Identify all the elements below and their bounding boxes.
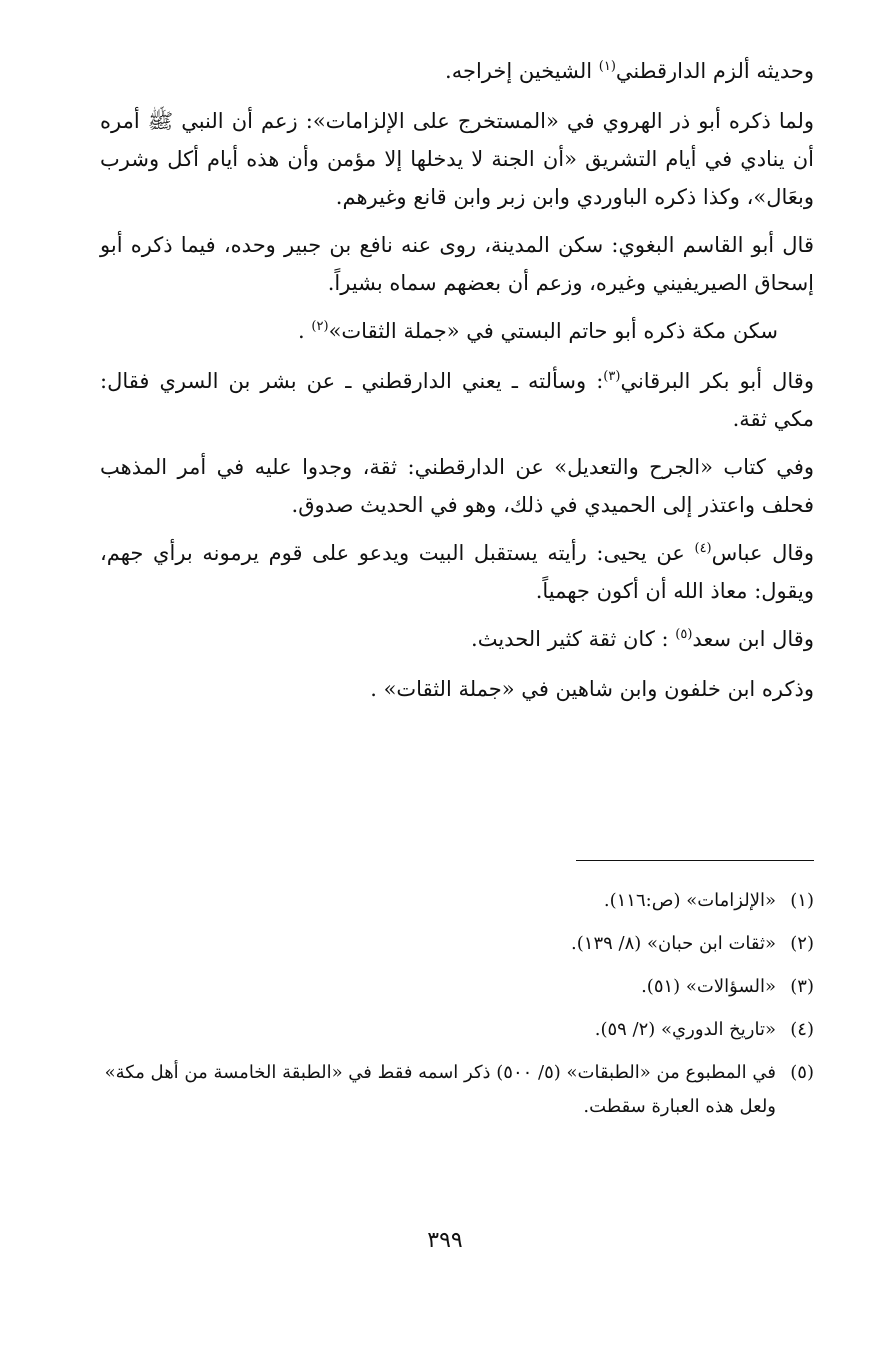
paragraph-6-text: وفي كتاب «الجرح والتعديل» عن الدارقطني: ثقة، وجدوا عليه في أمر المذهب فحلف واعتذر إلى الحميدي في ذلك، وهو في الحديث صدوق. bbox=[100, 455, 814, 517]
footnote-5 bbox=[100, 1056, 814, 1124]
footnote-text: «تاريخ الدوري» (٢/ ٥٩). bbox=[594, 1019, 776, 1040]
paragraph-2 bbox=[100, 102, 814, 216]
footnote-text: في المطبوع من «الطبقات» (٥/ ٥٠٠) ذكر اسمه فقط في «الطبقة الخامسة من أهل مكة» ولعل هذه العبارة سقطت. bbox=[104, 1062, 776, 1117]
paragraph-8 bbox=[100, 620, 814, 658]
paragraph-7-text-a: وقال عباس bbox=[711, 541, 814, 565]
paragraph-4-text-b: . bbox=[298, 319, 305, 343]
footnote-ref-1[interactable]: (١) bbox=[598, 59, 616, 74]
paragraph-3 bbox=[100, 226, 814, 302]
footnote-text: «السؤالات» (٥١). bbox=[641, 976, 776, 997]
footnote-2 bbox=[100, 927, 814, 961]
paragraph-3-text: قال أبو القاسم البغوي: سكن المدينة، روى عنه نافع بن جبير وحده، فيما ذكره أبو إسحاق الصيريفيني وغيره، وزعم أن بعضهم سماه بشيراً. bbox=[100, 233, 814, 295]
footnote-number: (٢) bbox=[790, 933, 814, 954]
footnotes bbox=[100, 884, 814, 1133]
footnote-ref-2[interactable]: (٢) bbox=[311, 319, 329, 334]
footnote-number: (١) bbox=[790, 890, 814, 911]
footnote-3 bbox=[100, 970, 814, 1004]
main-text bbox=[100, 52, 814, 720]
paragraph-9-text: وذكره ابن خلفون وابن شاهين في «جملة الثقات» . bbox=[370, 677, 814, 701]
footnote-separator bbox=[576, 860, 814, 861]
footnote-1 bbox=[100, 884, 814, 918]
paragraph-1-text-a: وحديثه ألزم الدارقطني bbox=[615, 59, 814, 83]
footnote-4 bbox=[100, 1013, 814, 1047]
footnote-text: «الإلزامات» (ص:١١٦). bbox=[603, 890, 776, 911]
footnote-number: (٤) bbox=[790, 1019, 814, 1040]
footnote-ref-3[interactable]: (٣) bbox=[603, 369, 621, 384]
paragraph-6 bbox=[100, 448, 814, 524]
footnote-text: «ثقات ابن حبان» (٨/ ١٣٩). bbox=[571, 933, 776, 954]
footnote-number: (٥) bbox=[790, 1062, 814, 1083]
paragraph-4-text-a: سكن مكة ذكره أبو حاتم البستي في «جملة الثقات» bbox=[328, 319, 778, 343]
footnote-ref-5[interactable]: (٥) bbox=[675, 627, 693, 642]
paragraph-8-text-b: : كان ثقة كثير الحديث. bbox=[471, 627, 669, 651]
paragraph-1-text-b: الشيخين إخراجه. bbox=[445, 59, 593, 83]
paragraph-9 bbox=[100, 670, 814, 708]
footnote-number: (٣) bbox=[790, 976, 814, 997]
paragraph-5 bbox=[100, 362, 814, 438]
paragraph-8-text-a: وقال ابن سعد bbox=[692, 627, 814, 651]
paragraph-1 bbox=[100, 52, 814, 90]
paragraph-5-text-b: : وسألته ـ يعني الدارقطني ـ عن بشر بن السري فقال: مكي ثقة. bbox=[100, 369, 814, 431]
footnote-ref-4[interactable]: (٤) bbox=[694, 541, 712, 556]
paragraph-5-text-a: وقال أبو بكر البرقاني bbox=[620, 369, 814, 393]
page-number: ٣٩٩ bbox=[427, 1228, 463, 1253]
paragraph-7 bbox=[100, 534, 814, 610]
paragraph-4 bbox=[100, 312, 814, 350]
paragraph-2-text: ولما ذكره أبو ذر الهروي في «المستخرج على الإلزامات»: زعم أن النبي ﷺ أمره أن ينادي في أيام التشريق «أن الجنة لا يدخلها إلا مؤمن وأن هذه أيام أكل وشرب وبعَال»، وكذا ذكره الباوردي وابن زبر وابن قانع وغيرهم. bbox=[100, 109, 814, 209]
paragraph-7-text-b: عن يحيى: رأيته يستقبل البيت ويدعو على قوم يرمونه برأي جهم، ويقول: معاذ الله أن أكون جهمياً. bbox=[100, 541, 814, 603]
